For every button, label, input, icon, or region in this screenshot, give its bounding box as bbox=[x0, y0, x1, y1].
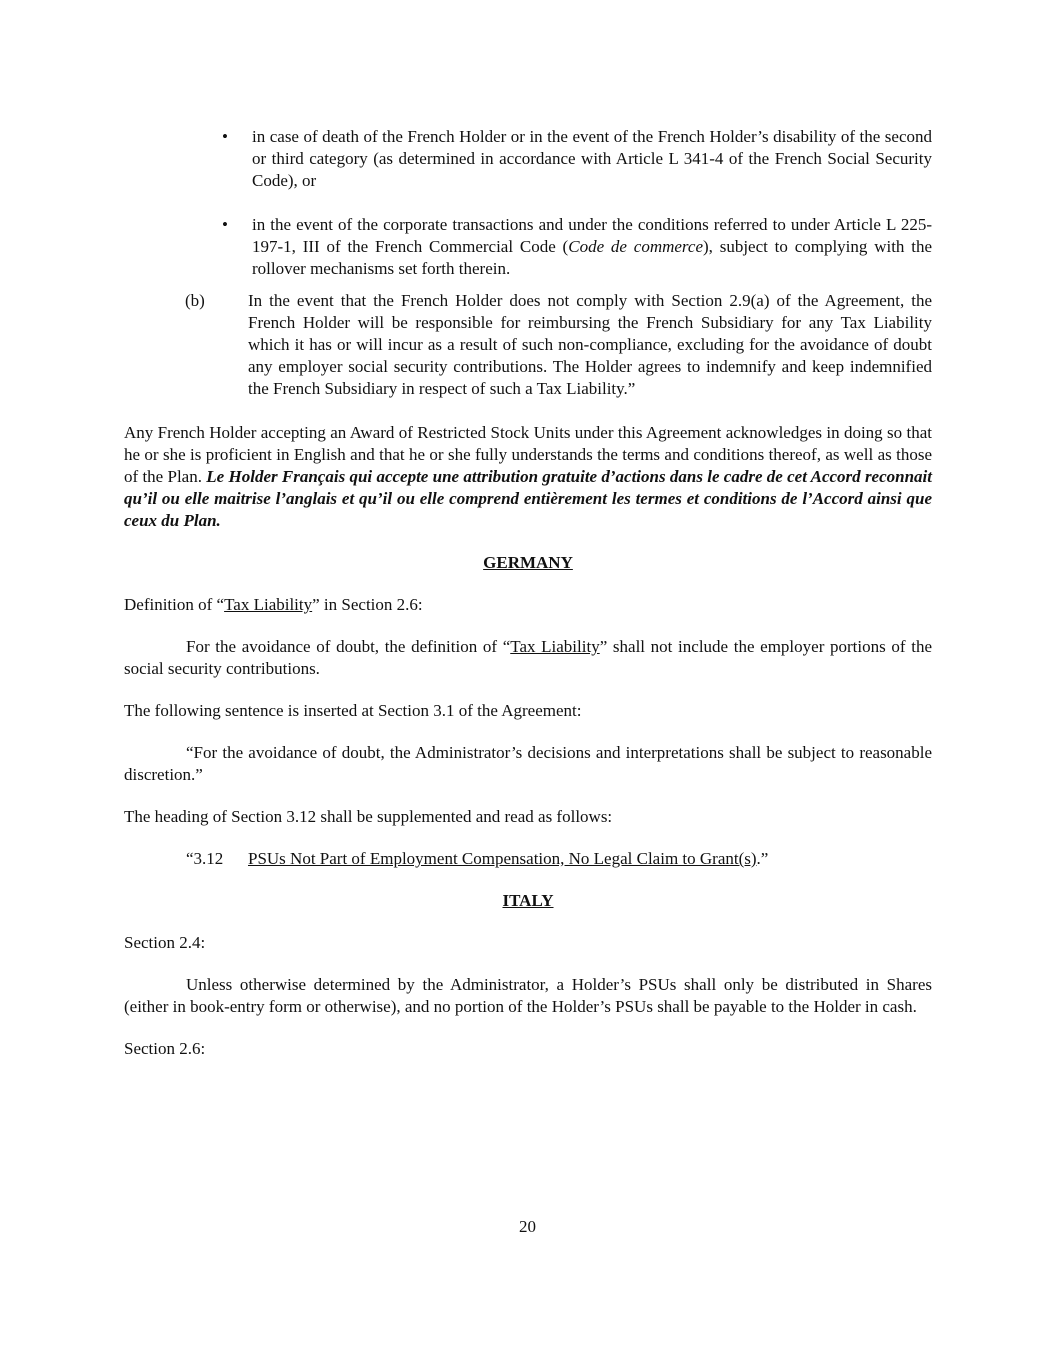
italy-heading: ITALY bbox=[502, 891, 554, 910]
germany-insert-intro: The following sentence is inserted at Section 3.1 of the Agreement: bbox=[124, 701, 582, 720]
avoid-term: Tax Liability bbox=[510, 637, 600, 656]
germany-insert-quote: “For the avoidance of doubt, the Administrator’s decisions and interpretations shall be subject to reasonable discretion.” bbox=[124, 743, 932, 784]
def-before: Definition of “ bbox=[124, 595, 225, 614]
quote-title: PSUs Not Part of Employment Compensation, No Legal Claim to Grant(s) bbox=[248, 849, 757, 868]
bullet-text-after: ), subject to complying with the rollover mechanisms set forth therein. bbox=[252, 237, 933, 278]
germany-avoidance-para bbox=[124, 636, 932, 680]
def-after: ” in Section 2.6: bbox=[312, 595, 423, 614]
quote-end: .” bbox=[756, 849, 769, 868]
def-term: Tax Liability bbox=[224, 595, 313, 614]
french-ack-french: Le Holder Français qui accepte une attribution gratuite d’actions dans le cadre de cet Accord reconnait qu’il ou elle maitrise l’anglais et qu’il ou elle comprend entièrement les termes et conditions de l’Accord ainsi que ceux du Plan. bbox=[124, 467, 933, 530]
germany-heading: GERMANY bbox=[483, 553, 573, 572]
page-number: 20 bbox=[519, 1217, 536, 1236]
avoid-after: ” shall not include the employer portions of the social security contributions. bbox=[124, 637, 932, 678]
bullet-icon: • bbox=[222, 127, 228, 146]
clause-b-label: (b) bbox=[185, 291, 205, 310]
list-item bbox=[124, 214, 932, 280]
bullet-text-italic: Code de commerce bbox=[568, 237, 703, 256]
french-ack-english: Any French Holder accepting an Award of Restricted Stock Units under this Agreement acknowledges in doing so that he or she is proficient in English and that he or she fully understands the terms and conditions thereof, as well as those of the Plan. bbox=[124, 423, 932, 486]
bullet-text-before: in the event of the corporate transactions and under the conditions referred to under Article L 225-197-1, III of the French Commercial Code ( bbox=[252, 215, 932, 256]
germany-heading-intro: The heading of Section 3.12 shall be supplemented and read as follows: bbox=[124, 807, 613, 826]
germany-definition-intro bbox=[124, 594, 932, 616]
clause-b bbox=[124, 290, 932, 400]
bullet-icon: • bbox=[222, 215, 228, 234]
section-312-quote bbox=[186, 848, 932, 870]
list-item bbox=[124, 126, 932, 192]
italy-section-26: Section 2.6: bbox=[124, 1039, 206, 1058]
bullet-list bbox=[124, 126, 932, 280]
avoid-before: For the avoidance of doubt, the definition of “ bbox=[186, 637, 511, 656]
french-acknowledgement bbox=[124, 422, 932, 532]
document-page bbox=[124, 126, 932, 1080]
italy-section-24-text: Unless otherwise determined by the Administrator, a Holder’s PSUs shall only be distributed in Shares (either in book-entry form or otherwise), and no portion of the Holder’s PSUs shall be payable to the Holder in cash. bbox=[124, 975, 932, 1016]
italy-section-24: Section 2.4: bbox=[124, 933, 206, 952]
clause-b-text: In the event that the French Holder does not comply with Section 2.9(a) of the Agreement, the French Holder will be responsible for reimbursing the French Subsidiary for any Tax Liability which it has or will incur as a result of such non-compliance, excluding for the avoidance of doubt any employer social security contributions. The Holder agrees to indemnify and keep indemnified the French Subsidiary in respect of such a Tax Liability.” bbox=[248, 291, 932, 398]
quote-number: “3.12 bbox=[186, 849, 224, 868]
bullet-text: in case of death of the French Holder or in the event of the French Holder’s disability of the second or third category (as determined in accordance with Article L 341-4 of the French Social Security Code), or bbox=[252, 127, 932, 190]
